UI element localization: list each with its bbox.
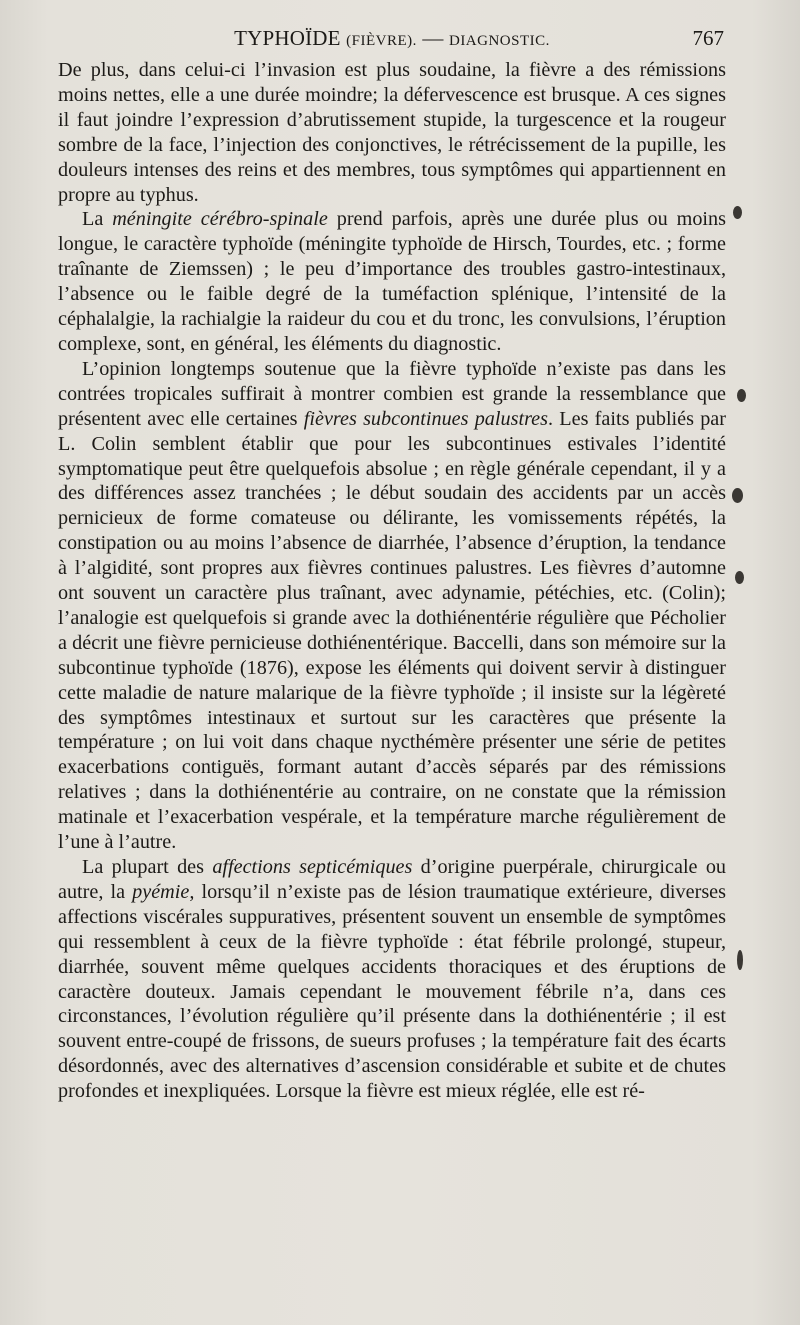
paragraph-text: La plupart des [82,856,213,878]
running-header [58,22,726,54]
italic-term: affections septicémiques [212,856,413,878]
paragraph-text: d’origine puerpérale, chirurgicale ou autre, la [58,856,727,903]
paragraph-meningitis [58,207,726,356]
paragraph-text: La [82,208,113,231]
paragraph-text: lorsqu’il n’existe pas de lésion traumatique extérieure, diverses affections viscérales suppuratives, présentent souvent un ensemble de symptômes qui ressemblent à ceux de la fièvre typhoïde : état fébrile prolongé, stupeur, diarrhée, souvent même quelques accidents thoraciques et des éruptions de caractère douteux. Jamais cependant le mouvement fébrile n’a, dans ces circonstances, l’évolution régulière qu’il présente dans la dothiénentérie ; il est souvent entre-coupé de frissons, de sueurs profuses ; la température fait des écarts désordonnés, avec des alternatives d’ascension considérable et subite et de chutes profondes et inexpliquées. Lorsque la fièvre est mieux réglée, elle est ré- [58,880,726,1103]
paragraph-typhus-comparison [58,58,726,207]
body-text [58,58,726,1104]
title-dash: — [422,26,444,50]
running-title [58,26,726,51]
ink-spot [733,206,742,219]
ink-spot [737,389,746,402]
italic-term: pyémie, [132,880,195,903]
paragraph-septicemia [58,855,726,1104]
paragraph-text: L’opinion longtemps soutenue que la fièvre typhoïde n’existe pas dans les contrées tropicales suffirait à montrer combien est grande la ressemblance que présentent avec elle certaines [58,357,726,430]
italic-term: méningite cérébro-spinale [112,208,328,231]
italic-term: fièvres subcontinues palustres [303,407,548,430]
paragraph-palustral-fevers [58,357,726,855]
title-section: DIAGNOSTIC. [448,33,550,49]
paragraph-text: . Les faits publiés par L. Colin semblent établir que pour les subcontinues estivales l’identité symptomatique peut être quelquefois absolue ; en règle générale cependant, il y a des différences assez tranchées ; le début soudain des accidents par un accès pernicieux de forme comateuse ou délirante, les vomissements répétés, la constipation ou au moins l’absence de diarrhée, l’absence d’éruption, la tendance à l’algidité, sont propres aux fièvres continues palustres. Les fièvres d’automne ont souvent un caractère plus traînant, avec adynamie, pétéchies, etc. (Colin); l’analogie est quelquefois si grande avec la dothiénentérie régulière que Pécholier a décrit une fièvre pernicieuse dothiénentérique. Baccelli, dans son mémoire sur la subcontinue typhoïde (1876), expose les éléments qui doivent servir à distinguer cette maladie de nature malarique de la fièvre typhoïde ; il insiste sur la légèreté des symptômes intestinaux et surtout sur les caractères que présente la température ; on lui voit dans chaque nycthémère présenter une série de petites exacerbations contiguës, formant autant d’accès séparés par des rémissions relatives ; dans la dothiénentérie au contraire, on ne constate que la rémission matinale et l’exacerbation vespérale, et la température marche régulièrement de l’une à l’autre. [58,407,726,854]
ink-spot [735,571,744,584]
ink-spot [737,950,743,970]
paragraph-text: prend parfois, après une durée plus ou moins longue, le caractère typhoïde (méningite typhoïde de Hirsch, Tourdes, etc. ; forme traînante de Ziemssen) ; le peu d’importance des troubles gastro-intestinaux, l’absence ou le faible degré de la tuméfaction splénique, l’intensité de la céphalalgie, la rachialgie la raideur du cou et du tronc, les convulsions, l’éruption complexe, sont, en général, les éléments du diagnostic. [58,208,726,355]
ink-spot [732,488,743,503]
title-main: TYPHOÏDE [234,26,341,50]
page-number: 767 [692,26,724,50]
title-paren: (FIÈVRE). [346,33,417,49]
paragraph-text: De plus, dans celui-ci l’invasion est plus soudaine, la fièvre a des rémissions moins nettes, elle a une durée moindre; la défervescence est brusque. A ces signes il faut joindre l’expression d’abrutissement stupide, la turgescence et la rougeur sombre de la face, l’injection des conjonctives, le rétrécissement de la pupille, les douleurs intenses des reins et des membres, tous symptômes qui appartiennent en propre au typhus. [58,59,726,206]
